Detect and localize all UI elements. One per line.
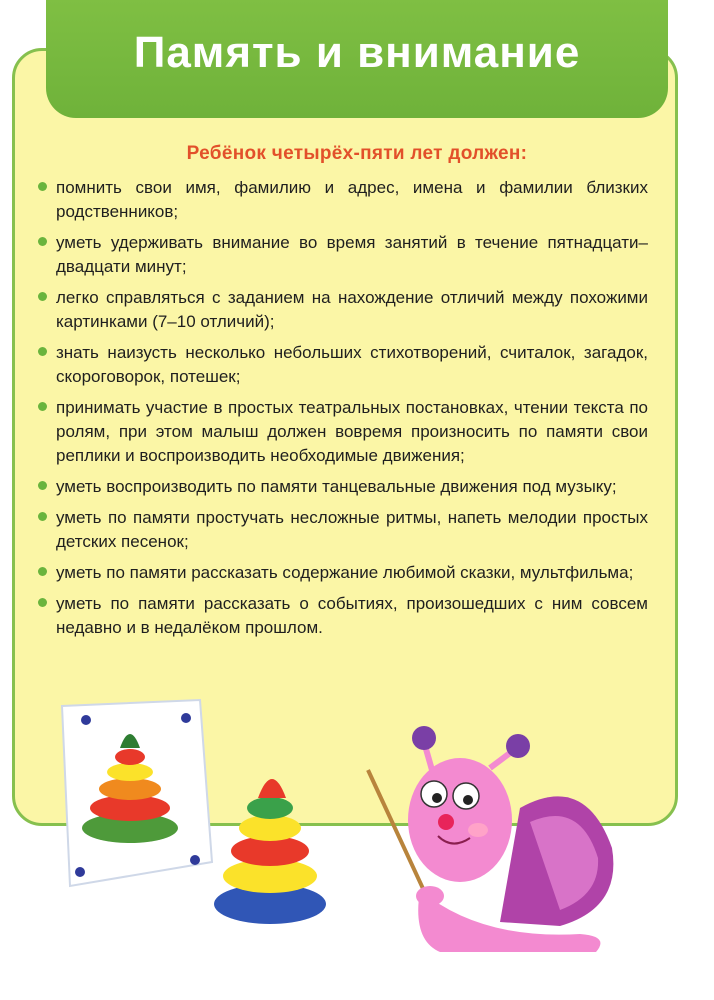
list-item-text: помнить свои имя, фамилию и адрес, имена и фамилии близких родственников; xyxy=(56,178,648,221)
list-item xyxy=(36,396,648,468)
bullet-icon xyxy=(38,292,47,301)
illustration xyxy=(0,690,714,1000)
list-item-text: уметь по памяти рассказать о событиях, произошедших с ним совсем недавно и в недалёком прошлом. xyxy=(56,594,648,637)
list-item xyxy=(36,506,648,554)
toy-pyramid-icon xyxy=(214,779,326,924)
pyramid-card-icon xyxy=(62,700,212,886)
list-item-text: легко справляться с заданием на нахождение отличий между похожими картинками (7–10 отличий); xyxy=(56,288,648,331)
bullet-icon xyxy=(38,567,47,576)
list-item-text: уметь по памяти простучать несложные ритмы, напеть мелодии простых детских песенок; xyxy=(56,508,648,551)
list-item xyxy=(36,341,648,389)
list-item xyxy=(36,592,648,640)
bullet-icon xyxy=(38,182,47,191)
bullet-icon xyxy=(38,481,47,490)
page-header xyxy=(46,0,668,118)
bullet-icon xyxy=(38,347,47,356)
skills-list xyxy=(36,176,648,647)
section-subtitle: Ребёнок четырёх-пяти лет должен: xyxy=(186,143,528,164)
list-item-text: уметь удерживать внимание во время занятий в течение пятнадцати–двадцати минут; xyxy=(56,233,648,276)
list-item-text: уметь по памяти рассказать содержание любимой сказки, мультфильма; xyxy=(56,563,634,582)
bullet-icon xyxy=(38,512,47,521)
list-item xyxy=(36,231,648,279)
page-title: Память и внимание xyxy=(133,28,581,77)
list-item xyxy=(36,475,648,499)
bullet-icon xyxy=(38,402,47,411)
list-item xyxy=(36,561,648,585)
snail-teacher-icon xyxy=(368,726,613,952)
bullet-icon xyxy=(38,237,47,246)
list-item xyxy=(36,286,648,334)
list-item-text: знать наизусть несколько небольших стихотворений, считалок, загадок, скороговорок, потешек; xyxy=(56,343,648,386)
list-item-text: принимать участие в простых театральных постановках, чтении текста по ролям, при этом малыш должен вовремя произносить по памяти свои реплики и воспроизводить необходимые движения; xyxy=(56,398,648,465)
bullet-icon xyxy=(38,598,47,607)
list-item-text: уметь воспроизводить по памяти танцевальные движения под музыку; xyxy=(56,477,617,496)
list-item xyxy=(36,176,648,224)
